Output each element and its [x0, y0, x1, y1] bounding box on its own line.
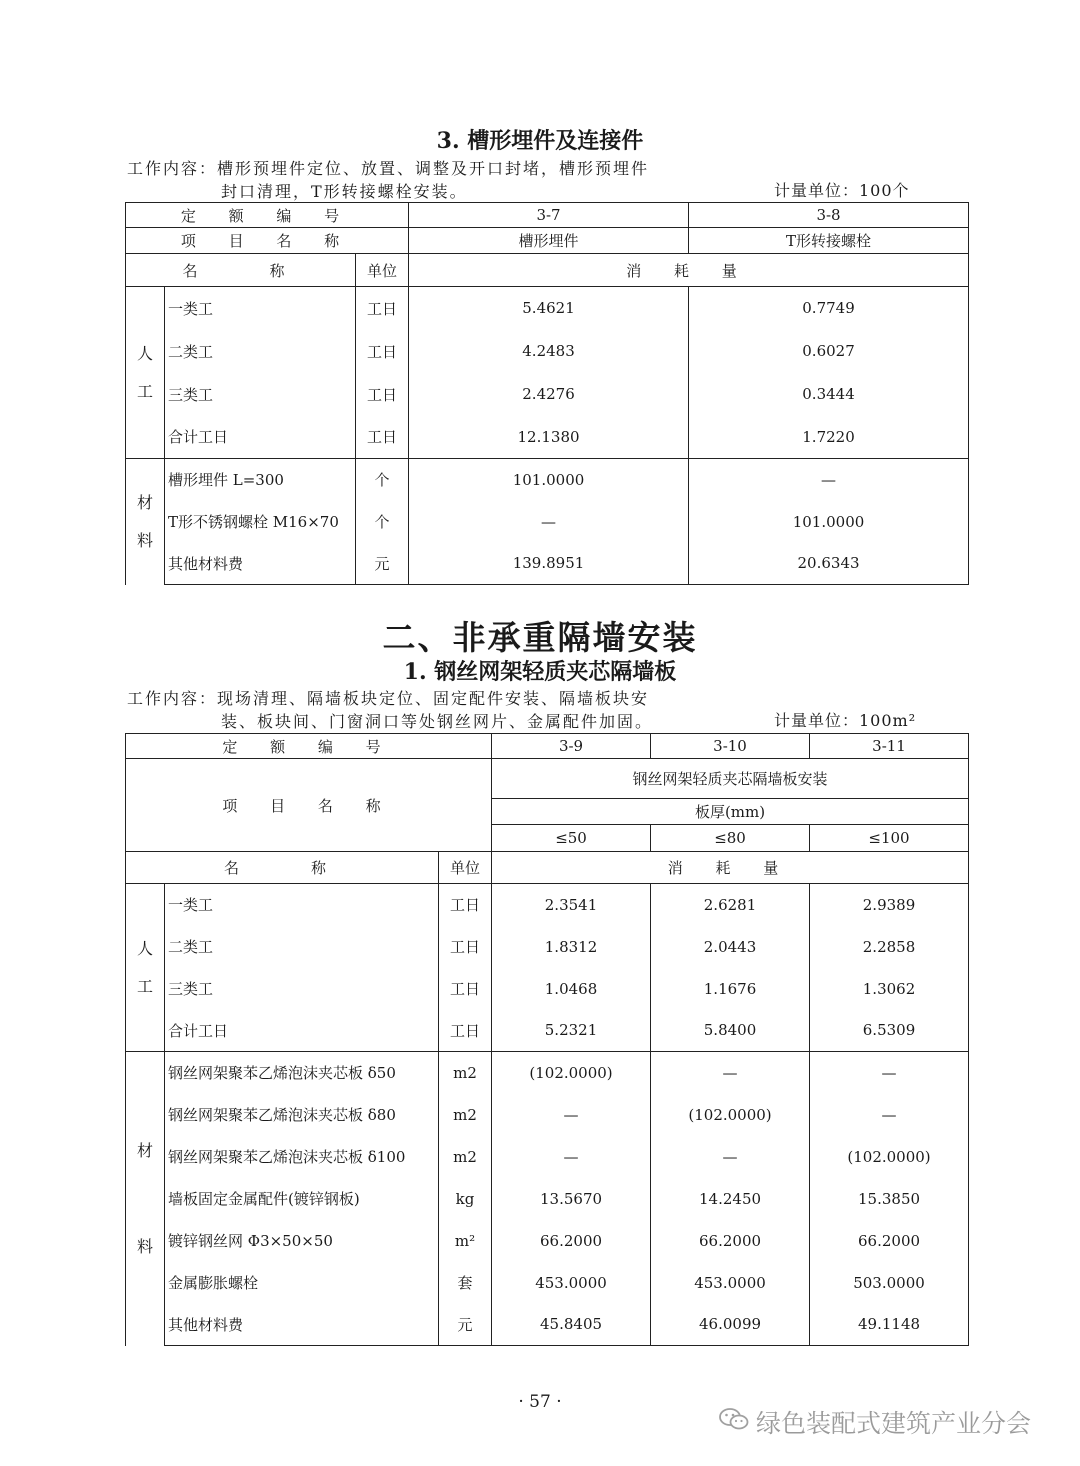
material-group-label: 材 料 — [126, 1052, 165, 1346]
item-label: 项 目 名 称 — [126, 759, 492, 852]
row-value: 14.2450 — [651, 1178, 810, 1220]
labor-group-label: 人 工 — [126, 287, 165, 459]
section1-work-line1: 工作内容：槽形预埋件定位、放置、调整及开口封堵，槽形预埋件 — [127, 159, 650, 178]
row-unit: 元 — [356, 543, 409, 585]
row-unit: m2 — [439, 1136, 492, 1178]
row-value: 12.1380 — [409, 416, 689, 459]
row-value: 1.8312 — [492, 926, 651, 968]
row-name: 槽形埋件 L=300 — [165, 459, 356, 501]
name-col-header: 名 称 — [126, 254, 356, 287]
thickness-value: ≤50 — [492, 825, 651, 852]
material-group-label: 材 料 — [126, 459, 165, 585]
consumption-header: 消 耗 量 — [492, 852, 969, 884]
row-name: 合计工日 — [165, 1010, 439, 1052]
row-value: 45.8405 — [492, 1304, 651, 1346]
row-value: 0.7749 — [689, 287, 969, 330]
row-name: 镀锌钢丝网 Φ3×50×50 — [165, 1220, 439, 1262]
row-name: 二类工 — [165, 926, 439, 968]
row-value: 139.8951 — [409, 543, 689, 585]
code-3-8: 3-8 — [689, 203, 969, 228]
row-value: 13.5670 — [492, 1178, 651, 1220]
row-value: 4.2483 — [409, 330, 689, 373]
row-value: (102.0000) — [492, 1052, 651, 1094]
row-name: 三类工 — [165, 968, 439, 1010]
row-name: 其他材料费 — [165, 543, 356, 585]
row-name: 钢丝网架聚苯乙烯泡沫夹芯板 δ100 — [165, 1136, 439, 1178]
item-name: 槽形埋件 — [409, 228, 689, 254]
section2-work-line1: 工作内容：现场清理、隔墙板块定位、固定配件安装、隔墙板块安 — [127, 689, 650, 708]
row-unit: m2 — [439, 1052, 492, 1094]
row-value: 2.3541 — [492, 884, 651, 926]
row-name: 金属膨胀螺栓 — [165, 1262, 439, 1304]
row-name: T形不锈钢螺栓 M16×70 — [165, 501, 356, 543]
row-unit: m2 — [439, 1094, 492, 1136]
row-value: 6.5309 — [810, 1010, 969, 1052]
row-name: 合计工日 — [165, 416, 356, 459]
row-value: — — [492, 1136, 651, 1178]
section1-unit: 计量单位：100个 — [774, 181, 910, 200]
row-name: 墙板固定金属配件(镀锌钢板) — [165, 1178, 439, 1220]
thickness-label: 板厚(mm) — [492, 799, 969, 825]
labor-group-label: 人 工 — [126, 884, 165, 1052]
unit-col-header: 单位 — [439, 852, 492, 884]
row-value: — — [651, 1136, 810, 1178]
row-unit: 工日 — [356, 373, 409, 416]
row-value: 2.4276 — [409, 373, 689, 416]
section2-unit: 计量单位：100m² — [774, 711, 917, 730]
row-value: 101.0000 — [689, 501, 969, 543]
item-header: 钢丝网架轻质夹芯隔墙板安装 — [492, 759, 969, 799]
code-label: 定 额 编 号 — [126, 203, 409, 228]
row-name: 钢丝网架聚苯乙烯泡沫夹芯板 δ50 — [165, 1052, 439, 1094]
code-3-9: 3-9 — [492, 734, 651, 759]
unit-col-header: 单位 — [356, 254, 409, 287]
section2-title: 1. 钢丝网架轻质夹芯隔墙板 — [403, 659, 677, 685]
row-value: (102.0000) — [810, 1136, 969, 1178]
code-3-11: 3-11 — [810, 734, 969, 759]
section2-work-line2: 装、板块间、门窗洞口等处钢丝网片、金属配件加固。 — [221, 712, 654, 731]
row-unit: 工日 — [439, 926, 492, 968]
thickness-value: ≤80 — [651, 825, 810, 852]
row-name: 其他材料费 — [165, 1304, 439, 1346]
row-unit: 个 — [356, 459, 409, 501]
row-value: 46.0099 — [651, 1304, 810, 1346]
row-value: 101.0000 — [409, 459, 689, 501]
row-name: 二类工 — [165, 330, 356, 373]
row-unit: kg — [439, 1178, 492, 1220]
row-name: 一类工 — [165, 287, 356, 330]
watermark-text: 绿色装配式建筑产业分会 — [756, 1409, 1032, 1438]
item-label: 项 目 名 称 — [126, 228, 409, 254]
row-unit: 个 — [356, 501, 409, 543]
row-value: 0.3444 — [689, 373, 969, 416]
row-value: 0.6027 — [689, 330, 969, 373]
row-value: 2.2858 — [810, 926, 969, 968]
row-name: 钢丝网架聚苯乙烯泡沫夹芯板 δ80 — [165, 1094, 439, 1136]
quota-table-1 — [125, 202, 969, 585]
code-3-7: 3-7 — [409, 203, 689, 228]
row-unit: m² — [439, 1220, 492, 1262]
row-value: 1.0468 — [492, 968, 651, 1010]
row-value: 5.4621 — [409, 287, 689, 330]
row-value: — — [689, 459, 969, 501]
item-name: T形转接螺栓 — [689, 228, 969, 254]
row-value: 503.0000 — [810, 1262, 969, 1304]
row-unit: 元 — [439, 1304, 492, 1346]
row-value: 2.9389 — [810, 884, 969, 926]
section1-title: 3. 槽形埋件及连接件 — [436, 128, 644, 154]
row-value: 5.8400 — [651, 1010, 810, 1052]
row-value: 2.0443 — [651, 926, 810, 968]
row-value: 5.2321 — [492, 1010, 651, 1052]
row-name: 一类工 — [165, 884, 439, 926]
consumption-header: 消 耗 量 — [409, 254, 969, 287]
code-3-10: 3-10 — [651, 734, 810, 759]
row-value: 453.0000 — [651, 1262, 810, 1304]
row-unit: 套 — [439, 1262, 492, 1304]
row-unit: 工日 — [439, 1010, 492, 1052]
row-value: 20.6343 — [689, 543, 969, 585]
code-label: 定 额 编 号 — [126, 734, 492, 759]
row-value: 1.7220 — [689, 416, 969, 459]
row-value: 66.2000 — [810, 1220, 969, 1262]
chapter-title: 二、非承重隔墙安装 — [382, 618, 698, 657]
wechat-icon — [718, 1406, 750, 1432]
row-value: 15.3850 — [810, 1178, 969, 1220]
row-value: — — [810, 1094, 969, 1136]
row-unit: 工日 — [356, 330, 409, 373]
row-name: 三类工 — [165, 373, 356, 416]
section1-work-line2: 封口清理，T形转接螺栓安装。 — [221, 182, 468, 201]
row-value: 66.2000 — [492, 1220, 651, 1262]
row-unit: 工日 — [356, 287, 409, 330]
row-value: 2.6281 — [651, 884, 810, 926]
quota-table-2 — [125, 733, 969, 1346]
row-value: 1.3062 — [810, 968, 969, 1010]
row-value: — — [810, 1052, 969, 1094]
row-value: — — [492, 1094, 651, 1136]
row-value: (102.0000) — [651, 1094, 810, 1136]
row-unit: 工日 — [439, 968, 492, 1010]
row-value: 453.0000 — [492, 1262, 651, 1304]
row-unit: 工日 — [356, 416, 409, 459]
name-col-header: 名 称 — [126, 852, 439, 884]
row-value: — — [651, 1052, 810, 1094]
row-unit: 工日 — [439, 884, 492, 926]
page-number: · 57 · — [518, 1392, 562, 1412]
thickness-value: ≤100 — [810, 825, 969, 852]
row-value: 1.1676 — [651, 968, 810, 1010]
row-value: 49.1148 — [810, 1304, 969, 1346]
row-value: — — [409, 501, 689, 543]
row-value: 66.2000 — [651, 1220, 810, 1262]
